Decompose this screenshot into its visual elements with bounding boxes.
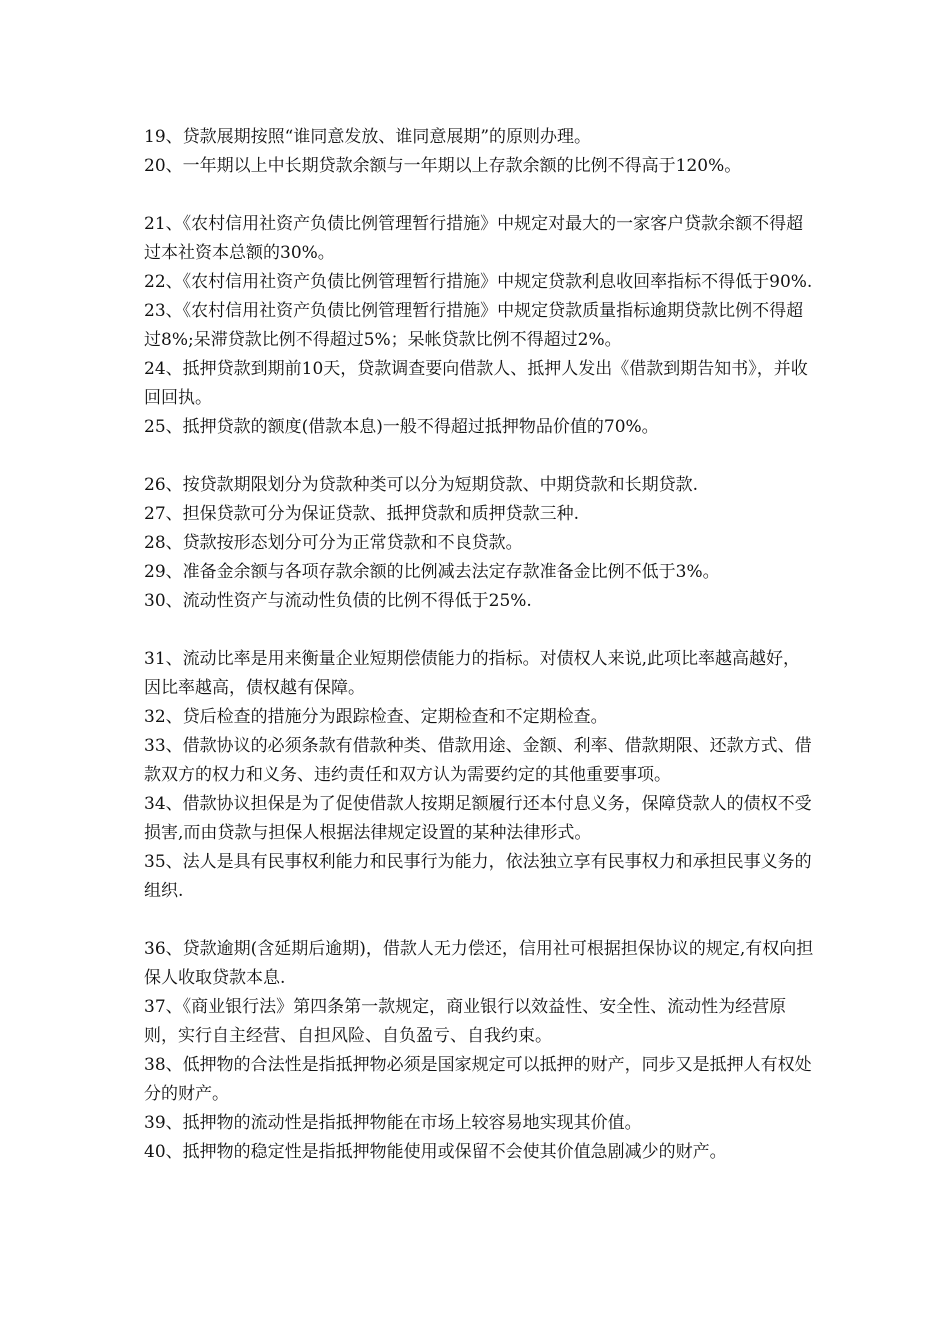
list-item: 30、流动性资产与流动性负债的比例不得低于25%. [144,591,532,611]
list-item: 26、按贷款期限划分为贷款种类可以分为短期贷款、中期贷款和长期贷款. [144,475,699,495]
list-item: 21、《农村信用社资产负债比例管理暂行措施》中规定对最大的一家客户贷款余额不得超过本社资本总额的30%。 [144,214,804,263]
list-item: 39、抵押物的流动性是指抵押物能在市场上较容易地实现其价值。 [144,1113,642,1133]
list-item: 40、抵押物的稳定性是指抵押物能使用或保留不会使其价值急剧减少的财产。 [144,1142,727,1162]
paragraph-gap [144,442,814,471]
paragraph-gap [144,181,814,210]
list-item: 36、贷款逾期(含延期后逾期)，借款人无力偿还，信用社可根据担保协议的规定,有权向担保人收取贷款本息. [144,939,814,988]
paragraph-gap [144,906,814,935]
list-item: 27、担保贷款可分为保证贷款、抵押贷款和质押贷款三种. [144,504,580,524]
list-item: 23、《农村信用社资产负债比例管理暂行措施》中规定贷款质量指标逾期贷款比例不得超过8%;呆滞贷款比例不得超过5%；呆帐贷款比例不得超过2%。 [144,301,804,350]
list-item: 31、流动比率是用来衡量企业短期偿债能力的指标。对债权人来说,此项比率越高越好，因比率越高，债权越有保障。 [144,649,801,698]
list-item: 32、贷后检查的措施分为跟踪检查、定期检查和不定期检查。 [144,707,608,727]
list-item: 22、《农村信用社资产负债比例管理暂行措施》中规定贷款利息收回率指标不得低于90%. [144,272,813,292]
list-item: 37、《商业银行法》第四条第一款规定，商业银行以效益性、安全性、流动性为经营原则，实行自主经营、自担风险、自负盈亏、自我约束。 [144,997,787,1046]
list-item: 24、抵押贷款到期前10天，贷款调查要向借款人、抵押人发出《借款到期告知书》，并收回回执。 [144,359,808,408]
document-body [144,123,814,1167]
list-item: 29、准备金余额与各项存款余额的比例减去法定存款准备金比例不低于3%。 [144,562,720,582]
list-item: 25、抵押贷款的额度(借款本息)一般不得超过抵押物品价值的70%。 [144,417,659,437]
list-item: 20、一年期以上中长期贷款余额与一年期以上存款余额的比例不得高于120%。 [144,156,742,176]
list-item: 19、贷款展期按照“谁同意发放、谁同意展期”的原则办理。 [144,127,592,147]
paragraph-gap [144,616,814,645]
list-item: 33、借款协议的必须条款有借款种类、借款用途、金额、利率、借款期限、还款方式、借款双方的权力和义务、违约责任和双方认为需要约定的其他重要事项。 [144,736,812,785]
list-item: 35、法人是具有民事权利能力和民事行为能力，依法独立享有民事权力和承担民事义务的组织. [144,852,812,901]
list-item: 38、低押物的合法性是指抵押物必须是国家规定可以抵押的财产，同步又是抵押人有权处分的财产。 [144,1055,812,1104]
list-item: 34、借款协议担保是为了促使借款人按期足额履行还本付息义务，保障贷款人的债权不受损害,而由贷款与担保人根据法律规定设置的某种法律形式。 [144,794,812,843]
list-item: 28、贷款按形态划分可分为正常贷款和不良贷款。 [144,533,523,553]
